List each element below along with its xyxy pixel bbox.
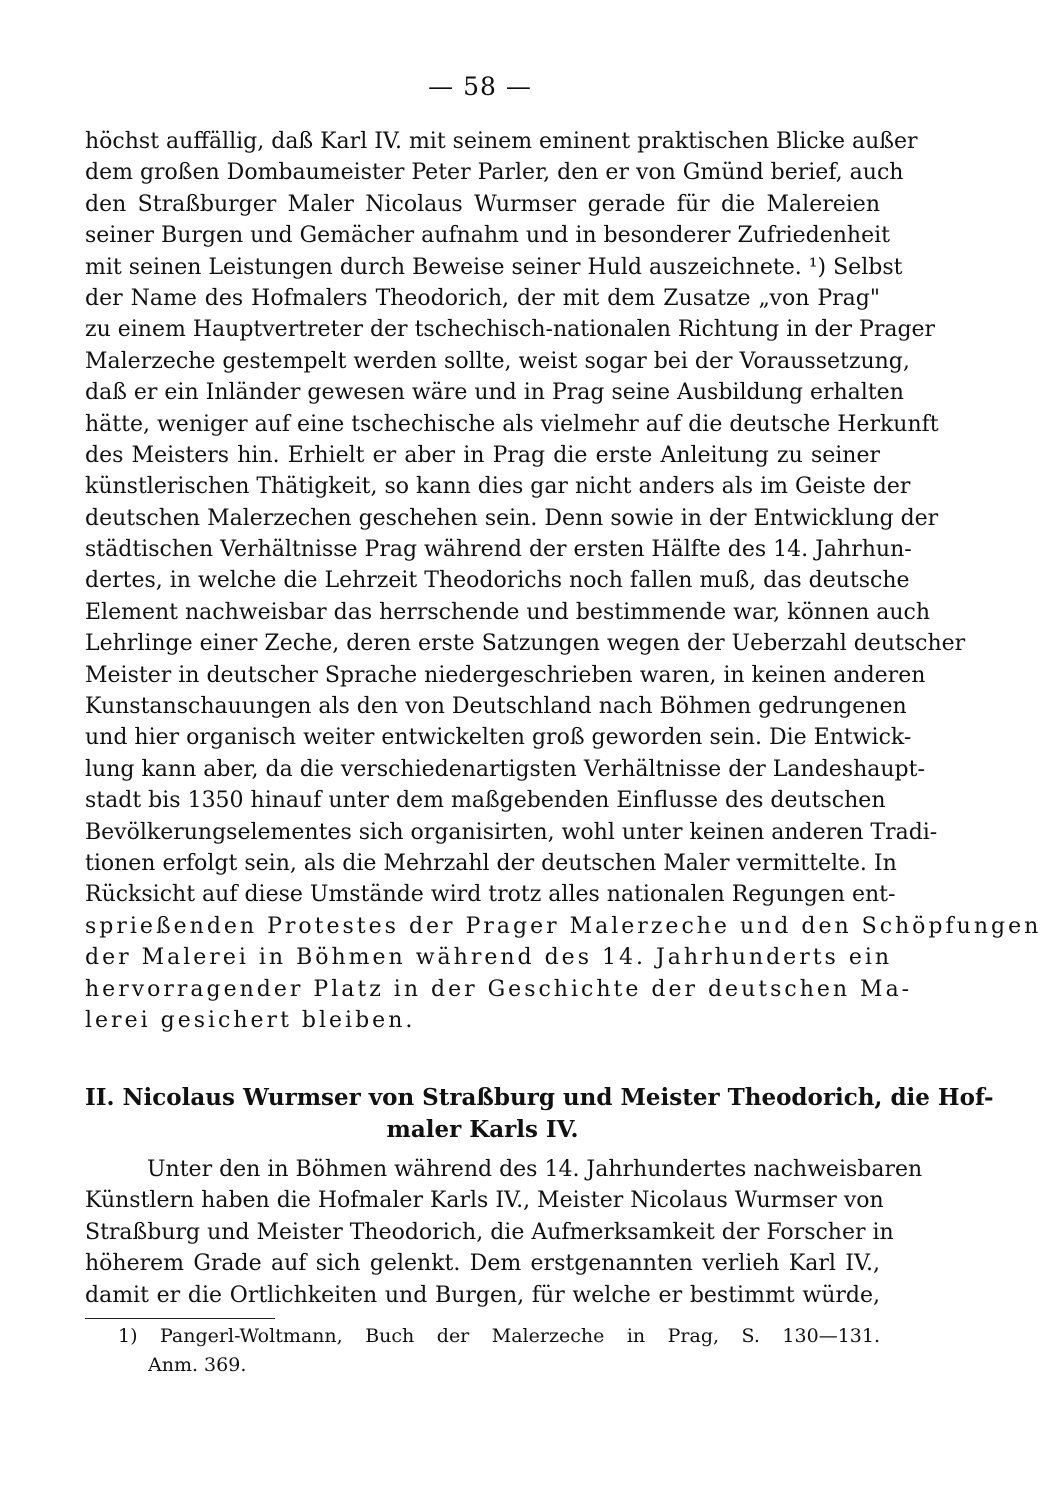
text-line: dertes, in welche die Lehrzeit Theodorichs noch fallen muß, das deutsche xyxy=(85,568,910,594)
paragraph-2 xyxy=(85,1154,923,1311)
text-line: der Name des Hofmalers Theodorich, der mit dem Zusatze „von Prag" xyxy=(85,285,880,311)
text-line: seiner Burgen und Gemächer aufnahm und in besonderer Zufriedenheit xyxy=(85,223,890,249)
text-line: höherem Grade auf sich gelenkt. Dem erstgenannten verlieh Karl IV., xyxy=(85,1251,880,1277)
text-line: mit seinen Leistungen durch Beweise seiner Huld auszeichnete. ¹) Selbst xyxy=(85,254,903,280)
text-line: der Malerei in Böhmen während des 14. Jahrhunderts ein xyxy=(85,945,893,971)
text-line: des Meisters hin. Erhielt er aber in Prag die erste Anleitung zu seiner xyxy=(85,442,880,468)
text-line: Malerzeche gestempelt werden sollte, weist sogar bei der Voraussetzung, xyxy=(85,348,910,374)
text-line: künstlerischen Thätigkeit, so kann dies gar nicht anders als im Geiste der xyxy=(85,474,911,500)
text-line: lerei gesichert bleiben. xyxy=(85,1007,416,1033)
text-line: sprießenden Protestes der Prager Malerzeche und den Schöpfungen xyxy=(85,913,1041,939)
text-line: Straßburg und Meister Theodorich, die Aufmerksamkeit der Forscher in xyxy=(85,1219,894,1245)
text-line: dem großen Dombaumeister Peter Parler, den er von Gmünd berief, auch xyxy=(85,160,904,186)
text-line: Rücksicht auf diese Umstände wird trotz alles nationalen Regungen ent- xyxy=(85,882,896,908)
text-line: Lehrlinge einer Zeche, deren erste Satzungen wegen der Ueberzahl deutscher xyxy=(85,631,966,657)
text-line: Meister in deutscher Sprache niedergeschrieben waren, in keinen anderen xyxy=(85,662,926,688)
text-line: damit er die Ortlichkeiten und Burgen, für welche er bestimmt würde, xyxy=(85,1282,880,1308)
footnote-line: Anm. 369. xyxy=(148,1354,247,1376)
text-line: Element nachweisbar das herrschende und bestimmende war, können auch xyxy=(85,599,931,625)
text-line: und hier organisch weiter entwickelten groß geworden sein. Die Entwick- xyxy=(85,725,912,751)
text-line: daß er ein Inländer gewesen wäre und in Prag seine Ausbildung erhalten xyxy=(85,380,904,406)
text-line: städtischen Verhältnisse Prag während der ersten Hälfte des 14. Jahrhun- xyxy=(85,537,912,563)
text-line: lung kann aber, da die verschiedenartigsten Verhältnisse der Landeshaupt- xyxy=(85,756,925,782)
text-line: stadt bis 1350 hinauf unter dem maßgebenden Einflusse des deutschen xyxy=(85,788,886,814)
section-heading xyxy=(85,1082,994,1146)
text-line: tionen erfolgt sein, als die Mehrzahl der deutschen Maler vermittelte. In xyxy=(85,850,897,876)
text-line: Kunstanschauungen als den von Deutschland nach Böhmen gedrungenen xyxy=(85,694,907,720)
footnotes xyxy=(118,1322,880,1380)
footnote-divider xyxy=(85,1318,275,1319)
text-line: hätte, weniger auf eine tschechische als vielmehr auf die deutsche Herkunft xyxy=(85,411,939,437)
paragraph-1 xyxy=(85,126,1041,1036)
text-line: Künstlern haben die Hofmaler Karls IV., Meister Nicolaus Wurmser von xyxy=(85,1188,884,1214)
footnote-line: 1) Pangerl-Woltmann, Buch der Malerzeche in Prag, S. 130—131. xyxy=(118,1325,880,1347)
page-number: — 58 — xyxy=(428,72,532,101)
text-line: zu einem Hauptvertreter der tschechisch-nationalen Richtung in der Prager xyxy=(85,317,936,343)
text-line: hervorragender Platz in der Geschichte der deutschen Ma- xyxy=(85,976,913,1002)
text-line: den Straßburger Maler Nicolaus Wurmser gerade für die Malereien xyxy=(85,191,880,217)
text-line: deutschen Malerzechen geschehen sein. Denn sowie in der Entwicklung der xyxy=(85,505,939,531)
text-line: Bevölkerungselementes sich organisirten, wohl unter keinen anderen Tradi- xyxy=(85,819,938,845)
text-line: Unter den in Böhmen während des 14. Jahrhundertes nachweisbaren xyxy=(147,1157,923,1182)
heading-line: II. Nicolaus Wurmser von Straßburg und Meister Theodorich, die Hof- xyxy=(85,1084,994,1111)
text-line: höchst auffällig, daß Karl IV. mit seinem eminent praktischen Blicke außer xyxy=(85,129,918,154)
heading-line: maler Karls IV. xyxy=(386,1116,579,1143)
